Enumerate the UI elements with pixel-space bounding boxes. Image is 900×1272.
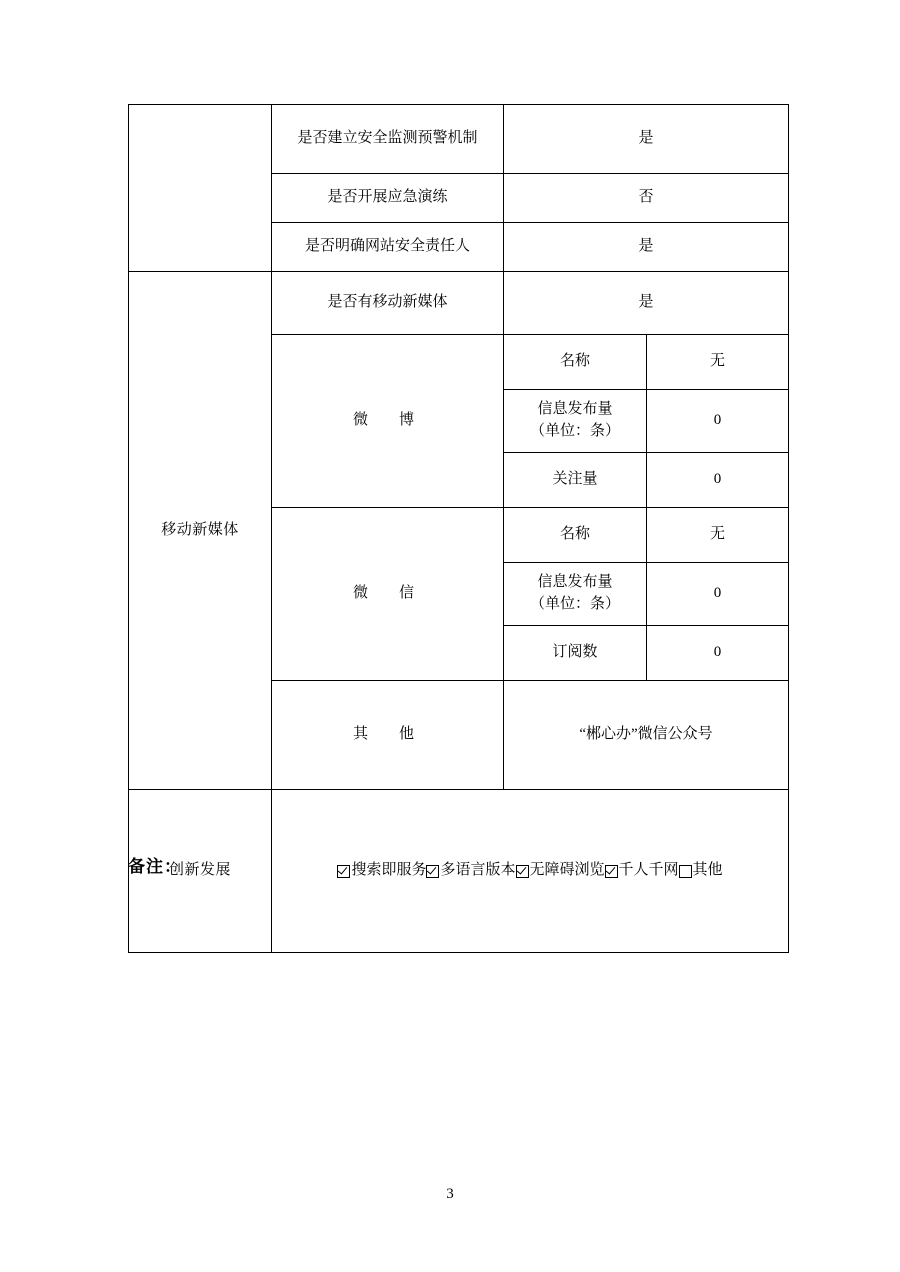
has-mobile-media-label: 是否有移动新媒体 — [272, 272, 504, 335]
table-row — [129, 790, 789, 953]
weibo-publish-count-label-line2: （单位：条） — [529, 423, 620, 439]
emergency-drill-value: 否 — [504, 174, 789, 223]
checkbox-icon[interactable] — [426, 865, 439, 878]
checkbox-other[interactable] — [679, 860, 723, 882]
weibo-publish-count-value: 0 — [647, 390, 789, 453]
weibo-name-value: 无 — [647, 335, 789, 390]
weixin-publish-count-value: 0 — [647, 563, 789, 626]
form-sheet — [128, 104, 788, 953]
table-row — [129, 105, 789, 174]
website-report-table — [128, 104, 789, 953]
weibo-followers-value: 0 — [647, 453, 789, 508]
other-media-value: “郴心办”微信公众号 — [504, 681, 789, 790]
weixin-subscribers-value: 0 — [647, 626, 789, 681]
weixin-name-value: 无 — [647, 508, 789, 563]
weibo-publish-count-label — [504, 390, 647, 453]
emergency-drill-label: 是否开展应急演练 — [272, 174, 504, 223]
innovation-checkbox-group — [276, 860, 784, 882]
security-section-header — [129, 105, 272, 272]
weixin-subscribers-label: 订阅数 — [504, 626, 647, 681]
has-mobile-media-value: 是 — [504, 272, 789, 335]
remark-label: 备注： — [128, 857, 182, 876]
weibo-label: 微 博 — [272, 335, 504, 508]
table-row — [129, 272, 789, 335]
security-warning-label: 是否建立安全监测预警机制 — [272, 105, 504, 174]
security-warning-value: 是 — [504, 105, 789, 174]
checkbox-label: 无障碍浏览 — [529, 862, 605, 879]
checkbox-multilingual[interactable] — [426, 860, 515, 882]
other-media-label: 其 他 — [272, 681, 504, 790]
weibo-followers-label: 关注量 — [504, 453, 647, 508]
weibo-publish-count-label-line1: 信息发布量 — [537, 401, 613, 418]
innovation-label: 创新发展 — [129, 790, 272, 953]
weixin-name-label: 名称 — [504, 508, 647, 563]
checkbox-icon[interactable] — [605, 865, 618, 878]
checkbox-icon[interactable] — [516, 865, 529, 878]
mobile-media-section-header: 移动新媒体 — [129, 272, 272, 790]
checkbox-personalized[interactable] — [605, 860, 679, 882]
checkbox-label: 其他 — [692, 862, 723, 879]
checkbox-accessibility[interactable] — [516, 860, 605, 882]
innovation-options-cell — [272, 790, 789, 953]
weibo-name-label: 名称 — [504, 335, 647, 390]
security-owner-label: 是否明确网站安全责任人 — [272, 223, 504, 272]
checkbox-icon[interactable] — [679, 865, 692, 878]
weixin-publish-count-label — [504, 563, 647, 626]
checkbox-label: 千人千网 — [618, 862, 679, 879]
security-owner-value: 是 — [504, 223, 789, 272]
weixin-label: 微 信 — [272, 508, 504, 681]
checkbox-label: 搜索即服务 — [351, 862, 427, 879]
weixin-publish-count-label-line1: 信息发布量 — [537, 574, 613, 591]
checkbox-icon[interactable] — [337, 865, 350, 878]
page-number: 3 — [446, 1186, 454, 1202]
checkbox-search-as-service[interactable] — [337, 860, 426, 882]
checkbox-label: 多语言版本 — [440, 862, 516, 879]
weixin-publish-count-label-line2: （单位：条） — [529, 596, 620, 612]
